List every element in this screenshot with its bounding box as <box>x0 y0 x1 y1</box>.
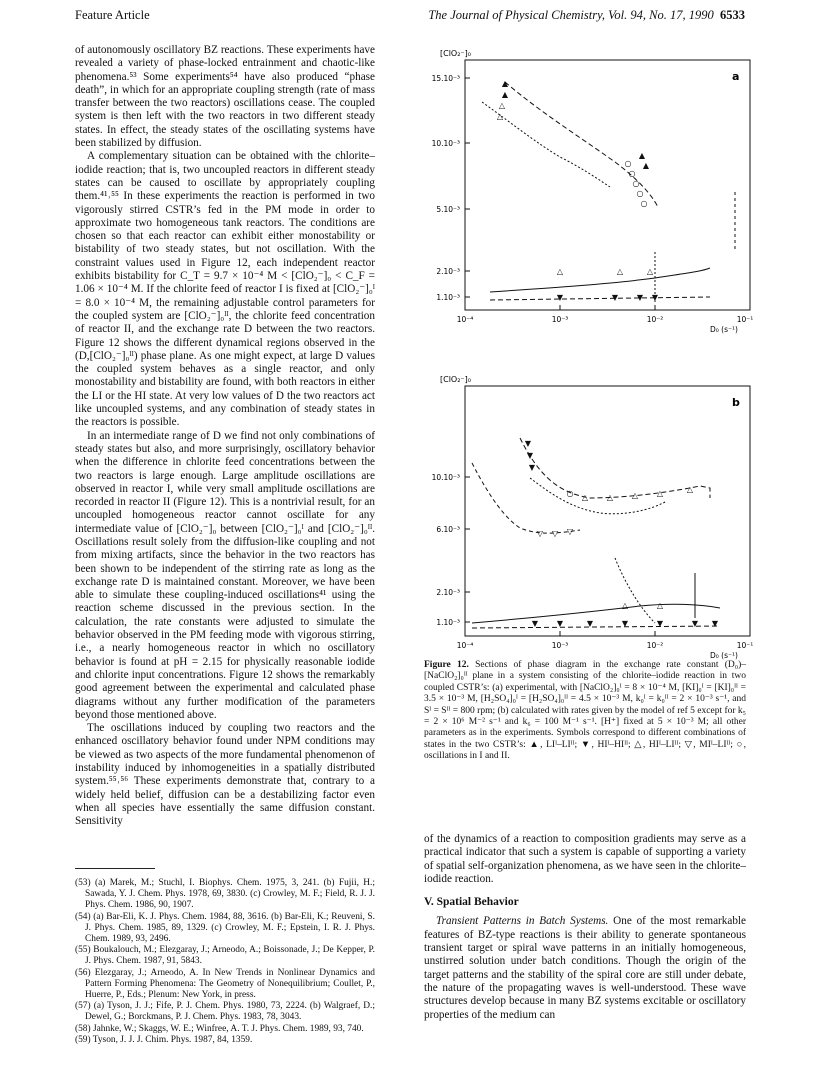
data-marker: ▼ <box>586 619 594 628</box>
paragraph: A complementary situation can be obtained with the chlorite–iodide reaction; that is, two uncoupled reactors in different steady states can be caused to oscillate by appropriately coupling them.⁴¹˒⁵⁵ In these experiments the reaction is performed in two vigorously stirred CSTR’s fed in the PM mode in order to approximate two homogeneous tank reactors. The conditions are chosen so that each reactor can exhibit either monostability or bistability of two steady states, but not oscillation. With the constraint values used in Figure 12, each independent reactor exhibits bistability for C_T = 9.7 × 10⁻⁴ M < [ClO₂⁻]₀ < C_F = 1.06 × 10⁻⁴ M. If the chlorite feed of reactor I is fixed at [ClO₂⁻]₀ᴵ = 8.0 × 10⁻⁴ M, the remaining adjustable control parameters for the coupled system are [ClO₂⁻]₀ᴵᴵ, the chlorite feed concentration of reactor II, and the exchange rate D between the two reactors. Figure 12 shows the different dynamical regions observed in the (D,[ClO₂⁻]₀ᴵᴵ) phase plane. As one might expect, at large D values the coupled system behaves as a single reactor, and only monostability and bistability are found, with both reactors in either the LI or the HI state. At very low values of D the two reactors act like uncoupled systems, and any combination of steady states in the reactors is possible. <box>75 150 375 429</box>
boundary-curve <box>490 268 710 292</box>
data-marker: △ <box>498 101 506 110</box>
left-column <box>75 44 375 829</box>
data-marker: ○ <box>628 169 636 178</box>
y-axis-label: [ClO₂⁻]₀ <box>440 375 471 384</box>
data-marker: ▼ <box>621 619 629 628</box>
y-tick-label: 1.10⁻³ <box>436 618 460 627</box>
y-tick-label: 6.10⁻³ <box>436 525 460 534</box>
x-tick-label: 10⁻³ <box>551 315 569 324</box>
data-marker: ▽ <box>536 529 544 538</box>
data-marker: △ <box>621 601 629 610</box>
caption-label: Figure 12. <box>424 660 469 670</box>
data-marker: ▼ <box>528 463 536 472</box>
boundary-curve <box>615 558 655 623</box>
data-marker: △ <box>496 112 504 121</box>
footnote: (58) Jahnke, W.; Skaggs, W. E.; Winfree, A. T. J. Phys. Chem. 1989, 93, 740. <box>75 1023 364 1034</box>
y-tick-label: 15.10⁻³ <box>431 74 460 83</box>
y-tick-label: 10.10⁻³ <box>431 473 460 482</box>
boundary-curve <box>505 82 658 207</box>
data-marker: △ <box>646 267 654 276</box>
right-column <box>424 833 746 1022</box>
data-marker: ▽ <box>551 529 559 538</box>
data-marker: ▼ <box>651 293 659 302</box>
footnotes <box>75 878 375 1046</box>
y-tick-label: 2.10⁻³ <box>436 267 460 276</box>
data-marker: △ <box>656 601 664 610</box>
x-axis-label: D₀ (s⁻¹) <box>710 651 738 660</box>
x-tick-label: 10⁻¹ <box>736 641 754 650</box>
data-marker: ▼ <box>691 619 699 628</box>
footnote: (56) Elezgaray, J.; Arneodo, A. In New Trends in Nonlinear Dynamics and Pattern Forming Phenomena: The Geometry of Nonequilibrium; Coullet, P., Huerre, P., Eds.; Plenum: New York, in press. <box>75 967 375 1001</box>
boundary-curve <box>472 463 580 533</box>
x-tick-label: 10⁻⁴ <box>456 315 474 324</box>
data-marker: ○ <box>640 199 648 208</box>
panel-letter: a <box>732 70 740 83</box>
x-tick-label: 10⁻² <box>646 315 664 324</box>
section-heading: V. Spatial Behavior <box>424 896 519 909</box>
data-marker: ▼ <box>526 451 534 460</box>
data-marker: ▲ <box>501 90 509 99</box>
data-marker: ○ <box>632 179 640 188</box>
y-tick-label: 2.10⁻³ <box>436 588 460 597</box>
x-tick-label: 10⁻² <box>646 641 664 650</box>
paragraph: of the dynamics of a reaction to composition gradients may serve as a practical indicator that such a system is capable of supporting a variety of spatial self-organization phenomena, as we have seen in the chlorite–iodide reaction. <box>424 833 746 885</box>
data-marker: △ <box>616 267 624 276</box>
y-axis-label: [ClO₂⁻]₀ <box>440 49 471 58</box>
data-marker: △ <box>631 491 639 500</box>
journal-name: The Journal of Physical Chemistry, Vol. 94, No. 17, 1990 <box>428 8 714 22</box>
data-marker: ▼ <box>656 619 664 628</box>
data-marker: ▼ <box>611 293 619 302</box>
footnote-rule <box>75 868 155 869</box>
paragraph <box>424 915 746 1021</box>
running-head: Feature Article <box>75 8 150 22</box>
data-marker: ○ <box>624 159 632 168</box>
figure-12b <box>410 368 755 663</box>
paragraph-text: One of the most remarkable features of BZ-type reactions is their ability to generate spontaneous transient target or spiral wave patterns in an initially homogeneous, unstirred solution under batch conditions. Though the origin of the target patterns and the stability of the spiral core are still under debate, the nature of the propagating waves is well-understood. These wave structures develop because in many BZ systems excitable or oscillatory properties of the medium can <box>424 915 746 1021</box>
data-marker: △ <box>556 267 564 276</box>
figure-caption <box>424 660 746 763</box>
data-marker: ○ <box>566 489 574 498</box>
run-in-heading: Transient Patterns in Batch Systems. <box>436 915 609 928</box>
data-marker: ▼ <box>556 293 564 302</box>
data-marker: ○ <box>636 189 644 198</box>
footnote: (57) (a) Tyson, J. J.; Fife, P. J. Chem. Phys. 1980, 73, 2224. (b) Walgraef, D.; Dewel, G.; Borckmans, P. J. Chem. Phys. 1983, 78, 3043. <box>75 1001 375 1023</box>
paragraph: of autonomously oscillatory BZ reactions. These experiments have revealed a variety of phase-locked entrainment and chaotic-like phenomena.⁵³ Some experiments⁵⁴ have also produced “phase death”, in which for an appropriate coupling strength (rate of mass transfer between the two reactors) oscillations cease. The coupled system is then left with the two reactors in two different steady states. In effect, the steady states of the oscillating systems have been stabilized by diffusion. <box>75 44 375 150</box>
y-tick-label: 5.10⁻³ <box>436 205 460 214</box>
footnote: (54) (a) Bar-Eli, K. J. Phys. Chem. 1984, 88, 3616. (b) Bar-Eli, K.; Reuveni, S. J. Phys. Chem. 1985, 89, 1329. (c) Crowley, M. F.; Epstein, I. R. J. Phys. Chem. 1989, 93, 2496. <box>75 911 375 945</box>
data-marker: ▲ <box>642 161 650 170</box>
caption-text: Sections of phase diagram in the exchange rate constant (D₀)–[NaClO₂]₀ᴵᴵ plane in a system consisting of the chlorite–iodide reaction in two coupled CSTR’s: (a) experimental, with [NaClO₂]₀ᴵ = 8 × 10⁻⁴ M, [KI]₀ᴵ = [KI]₀ᴵᴵ = 3.5 × 10⁻³ M, [H₂SO₄]₀ᴵ = [H₂SO₄]₀ᴵᴵ = 4.5 × 10⁻³ M, k₀ᴵ = k₀ᴵᴵ = 2 × 10⁻³ s⁻¹, and Sᴵ = Sᴵᴵ = 800 rpm; (b) calculated with rates given by the model of ref 5 except for k₅ = 2 × 10⁶ M⁻² s⁻¹ and k₆ = 100 M⁻¹ s⁻¹. [H⁺] fixed at 5 × 10⁻³ M; all other parameters as in the experiments. Symbols correspond to different combinations of states in the two CSTR’s: ▲, LIᴵ–LIᴵᴵ; ▼, HIᴵ–HIᴵᴵ; △, HIᴵ–LIᴵᴵ; ▽, MIᴵ–LIᴵᴵ; ○, oscillations in I and II. <box>424 660 746 762</box>
journal-citation <box>385 8 745 23</box>
footnote: (59) Tyson, J. J. J. Chim. Phys. 1987, 84, 1359. <box>75 1034 253 1045</box>
data-marker: △ <box>606 493 614 502</box>
data-marker: ▼ <box>636 293 644 302</box>
data-marker: ▲ <box>501 79 509 88</box>
panel-letter: b <box>732 396 740 409</box>
footnote: (53) (a) Marek, M.; Stuchl, I. Biophys. Chem. 1975, 3, 241. (b) Fujii, H.; Sawada, Y. J. Chem. Phys. 1978, 69, 3830. (c) Crowley, M. F.; Field, R. J. J. Phys. Chem. 1986, 90, 1907. <box>75 878 375 911</box>
data-marker: ▲ <box>638 151 646 160</box>
data-marker: ▼ <box>524 439 532 448</box>
x-tick-label: 10⁻¹ <box>736 315 754 324</box>
data-marker: ▼ <box>711 619 719 628</box>
paragraph: The oscillations induced by coupling two reactors and the enhanced oscillatory behavior found under NPM conditions may be viewed as two aspects of the more fundamental phenomenon of instability induced by inhomogeneities in a spatially distributed system.⁵⁵˒⁵⁶ These experiments demonstrate that, contrary to a widely held belief, diffusion can be a destabilizing factor even when all species have essentially the same diffusion constant. Sensitivity <box>75 722 375 828</box>
data-marker: △ <box>581 493 589 502</box>
boundary-curve <box>472 626 720 628</box>
paragraph: In an intermediate range of D we find not only combinations of steady states but also, and more surprisingly, oscillatory behavior when the difference in chlorite feed concentrations between the two reactors is large enough. Large amplitude oscillations are observed in reactor I, while very small amplitude oscillations are recorded in reactor II (Figure 12). This is a nontrivial result, for an uncoupled homogeneous reactor cannot oscillate for any intermediate value of [ClO₂⁻]₀ between [ClO₂⁻]₀ᴵ and [ClO₂⁻]₀ᴵᴵ. Oscillations result solely from the diffusion-like coupling and not from mixing artifacts, since the behavior in the two reactors has been shown to be independent of the stirring rate as long as the exchange rate D is maintained constant. Moreover, we have been able to simulate these coupling-induced oscillations⁴¹ using the reaction scheme discussed in the previous section. In the calculation, the rate constants were adjusted to simulate the behavior observed in the PM feeding mode with vigorous stirring, i.e., a nearly homogeneous reactor in which no oscillatory behavior is found at pH = 2.15 for physically reasonable iodide and chlorite input concentrations. Figure 12 shows the remarkably good agreement between the experimental and calculated phase diagrams without any further modification of the parameters beyond those mentioned above. <box>75 429 375 721</box>
plot-frame <box>465 386 750 636</box>
y-tick-label: 1.10⁻³ <box>436 293 460 302</box>
y-tick-label: 10.10⁻³ <box>431 139 460 148</box>
boundary-curve <box>490 297 710 300</box>
page-number: 6533 <box>720 8 745 22</box>
footnote: (55) Boukalouch, M.; Elezgaray, J.; Arneodo, A.; Boissonade, J.; De Kepper, P. J. Phys. Chem. 1987, 91, 5843. <box>75 945 375 967</box>
data-marker: ▽ <box>566 527 574 536</box>
data-marker: △ <box>686 485 694 494</box>
figure-12a <box>410 42 755 334</box>
x-tick-label: 10⁻⁴ <box>456 641 474 650</box>
x-tick-label: 10⁻³ <box>551 641 569 650</box>
boundary-curve <box>530 478 665 514</box>
data-marker: △ <box>656 489 664 498</box>
boundary-curve <box>520 438 710 498</box>
x-axis-label: D₀ (s⁻¹) <box>710 325 738 334</box>
data-marker: ▼ <box>531 619 539 628</box>
data-marker: ▼ <box>556 619 564 628</box>
boundary-curve <box>472 604 720 623</box>
